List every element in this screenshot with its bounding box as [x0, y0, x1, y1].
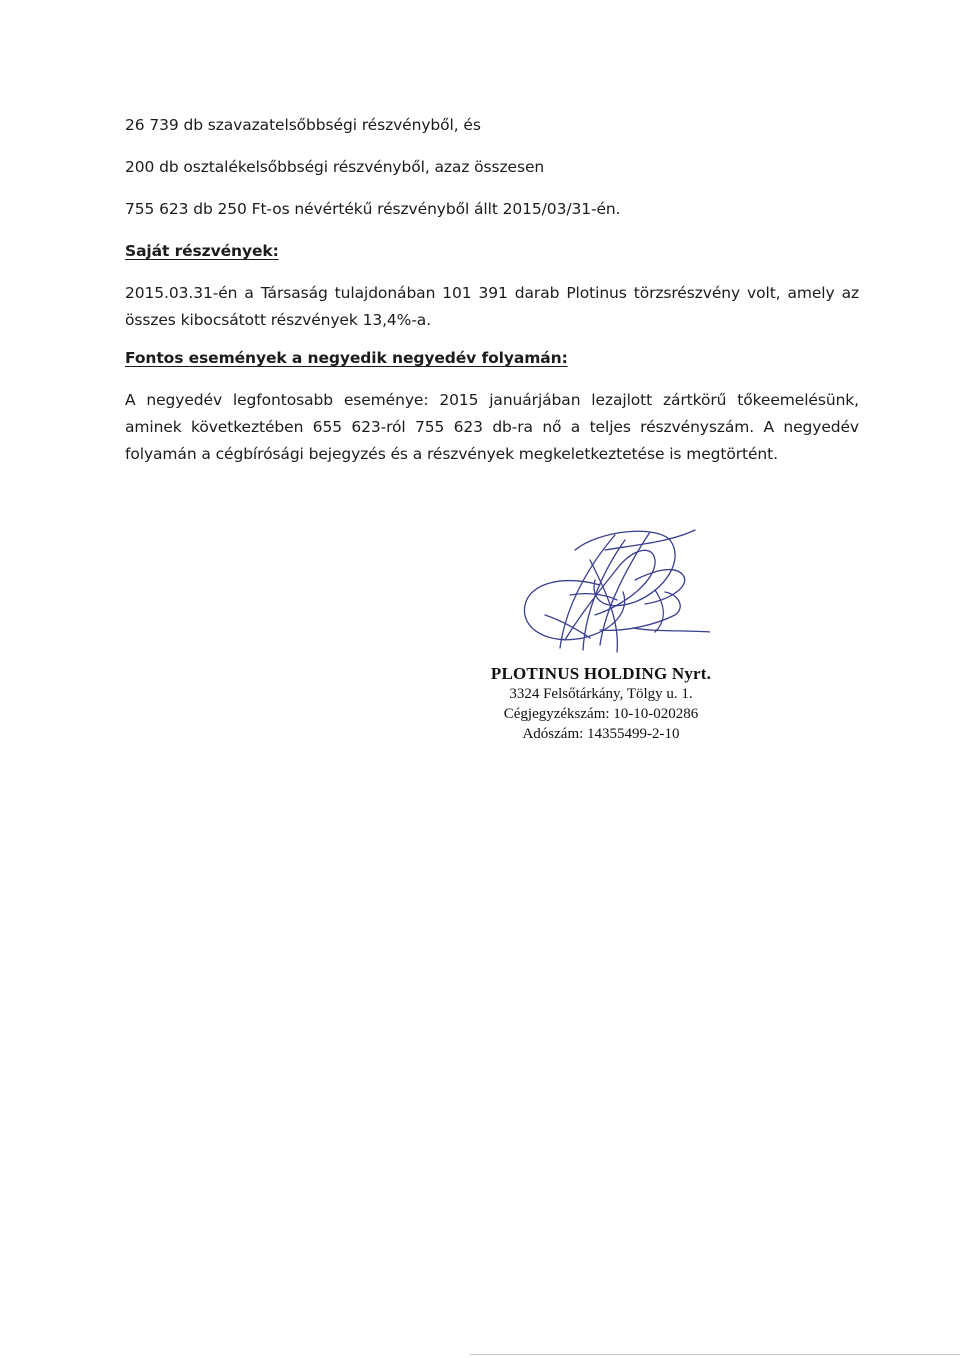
- company-stamp: [470, 664, 732, 744]
- share-line-3: 755 623 db 250 Ft-os névértékű részvényből állt 2015/03/31-én.: [125, 200, 621, 218]
- signature: [505, 520, 710, 665]
- own-shares-text: 2015.03.31-én a Társaság tulajdonában 101 391 darab Plotinus törzsrészvény volt, amely az összes kibocsátott részvények 13,4%-a.: [125, 284, 859, 329]
- stamp-address: 3324 Felsőtárkány, Tölgy u. 1.: [509, 686, 693, 702]
- stamp-registry-number: Cégjegyzékszám: 10-10-020286: [503, 706, 699, 722]
- share-line-1: 26 739 db szavazatelsőbbségi részvényből, és: [125, 116, 481, 134]
- events-text: A negyedév legfontosabb eseménye: 2015 januárjában lezajlott zártkörű tőkeemelésünk, aminek következtében 655 623-ról 755 623 db-ra nő a teljes részvényszám. A negyedév folyamán a cégbírósági bejegyzés és a részvények megkeletkeztetése is megtörtént.: [125, 391, 859, 463]
- stamp-tax-number: Adószám: 14355499-2-10: [522, 726, 680, 742]
- events-heading: Fontos események a negyedik negyedév folyamán:: [125, 349, 568, 367]
- stamp-company-name: PLOTINUS HOLDING Nyrt.: [490, 664, 712, 683]
- share-line-2: 200 db osztalékelsőbbségi részvényből, azaz összesen: [125, 158, 545, 176]
- own-shares-heading: Saját részvények:: [125, 242, 279, 260]
- bottom-rule: [470, 1354, 960, 1355]
